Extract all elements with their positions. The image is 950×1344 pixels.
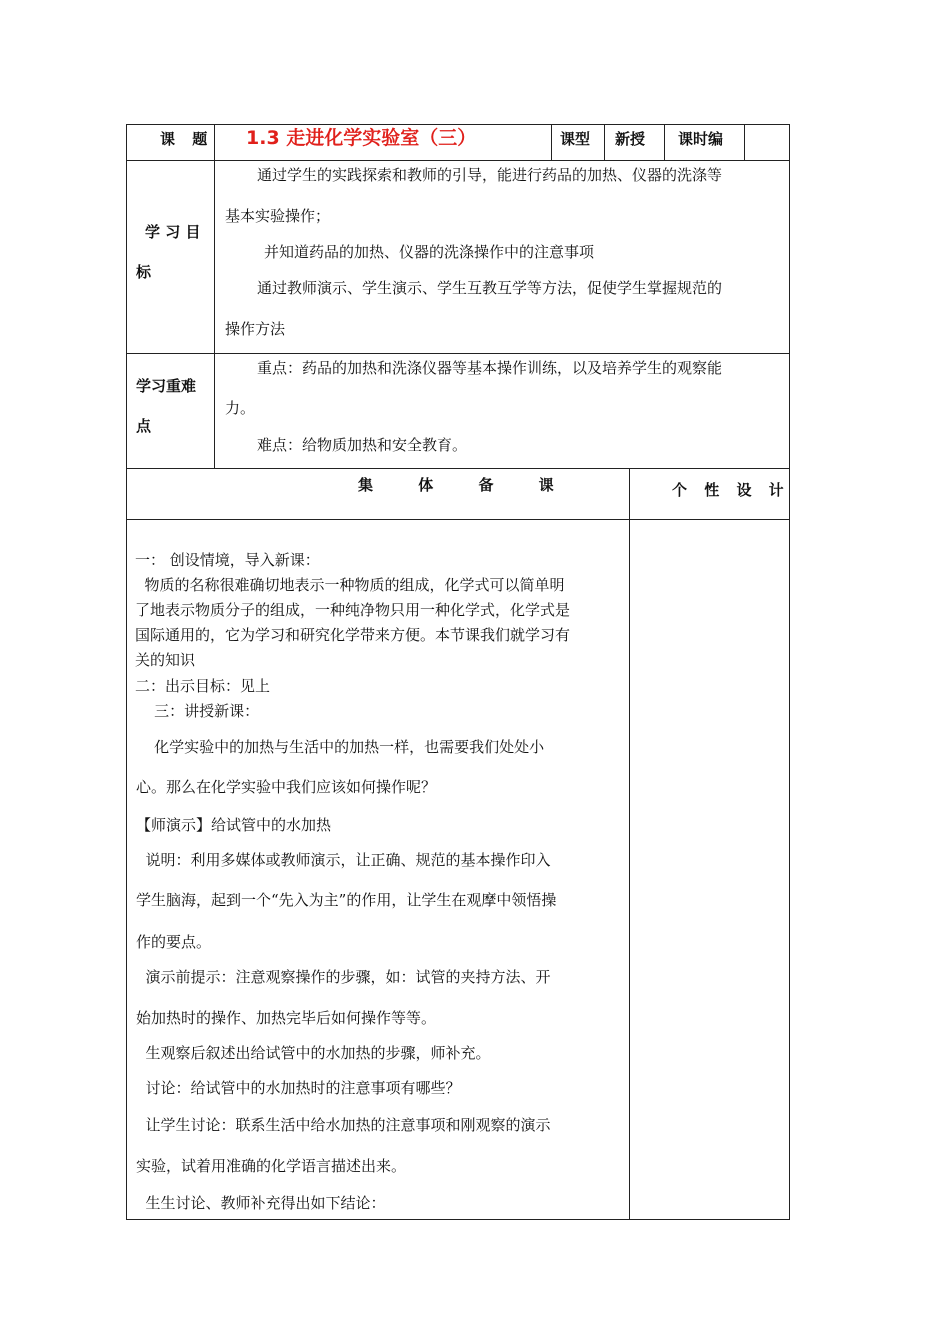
header-divider-type — [551, 124, 552, 161]
header-divider-author-value — [744, 124, 745, 161]
label-topic: 课 题 — [160, 130, 214, 148]
content-line: 生生讨论、教师补充得出如下结论： — [136, 1194, 386, 1212]
content-line: 演示前提示：注意观察操作的步骤，如：试管的夹持方法、开 — [136, 968, 551, 986]
label-objectives-line1: 学 习 目 — [145, 223, 201, 241]
page-title: 1.3 走进化学实验室（三） — [246, 127, 477, 149]
content-line: 学生脑海，起到一个“先入为主”的作用，让学生在观摩中领悟操 — [136, 891, 557, 909]
content-line: 了地表示物质分子的组成，一种纯净物只用一种化学式，化学式是 — [135, 601, 571, 619]
content-line: 【师演示】给试管中的水加热 — [136, 816, 332, 834]
content-line: 国际通用的，它为学习和研究化学带来方便。本节课我们就学习有 — [135, 626, 571, 644]
label-keypoints-line1: 学习重难 — [136, 377, 197, 395]
label-keypoints-line2: 点 — [136, 417, 152, 435]
content-line: 三：讲授新课： — [135, 702, 260, 720]
table-border-top — [126, 124, 790, 125]
content-line: 心。那么在化学实验中我们应该如何操作呢？ — [136, 778, 437, 796]
content-line: 物质的名称很难确切地表示一种物质的组成，化学式可以简单明 — [135, 576, 565, 594]
keypoint-line: 重点：药品的加热和洗涤仪器等基本操作训练，以及培养学生的观察能 — [257, 359, 723, 377]
table-rule-after-section-header — [126, 519, 790, 520]
table-border-bottom — [126, 1219, 790, 1220]
personal-design-divider — [629, 468, 630, 1220]
objective-line: 通过教师演示、学生演示、学生互教互学等方法，促使学生掌握规范的 — [257, 279, 723, 297]
content-line: 关的知识 — [135, 651, 196, 669]
header-divider-type-value — [604, 124, 605, 161]
keypoint-line: 难点：给物质加热和安全教育。 — [257, 436, 468, 454]
content-line: 说明：利用多媒体或教师演示，让正确、规范的基本操作印入 — [136, 851, 551, 869]
content-line: 一： 创设情境，导入新课： — [135, 551, 320, 569]
table-rule-after-objectives — [126, 353, 790, 354]
lesson-type-value: 新授 — [615, 130, 646, 148]
content-line: 作的要点。 — [136, 933, 212, 951]
label-author: 课时编 — [678, 130, 724, 148]
label-objectives-line2: 标 — [136, 263, 152, 281]
content-line: 生观察后叙述出给试管中的水加热的步骤，师补充。 — [136, 1044, 491, 1062]
label-column-divider — [214, 124, 215, 469]
content-line: 讨论：给试管中的水加热时的注意事项有哪些？ — [136, 1079, 461, 1097]
objective-line: 操作方法 — [225, 320, 286, 338]
content-line: 实验，试着用准确的化学语言描述出来。 — [136, 1157, 407, 1175]
table-rule-after-keypoints — [126, 468, 790, 469]
table-rule-after-header — [126, 160, 790, 161]
objective-line: 通过学生的实践探索和教师的引导，能进行药品的加热、仪器的洗涤等 — [257, 166, 723, 184]
content-line: 二：出示目标：见上 — [135, 677, 271, 695]
section-personal-design: 个 性 设 计 — [672, 481, 790, 499]
table-border-left — [126, 124, 127, 1220]
section-group-prep: 集 体 备 课 — [358, 476, 574, 494]
header-divider-author — [664, 124, 665, 161]
objective-line: 基本实验操作； — [225, 207, 331, 225]
keypoint-line: 力。 — [225, 399, 256, 417]
table-border-right — [789, 124, 790, 1220]
content-line: 化学实验中的加热与生活中的加热一样，也需要我们处处小 — [135, 738, 545, 756]
objective-line: 并知道药品的加热、仪器的洗涤操作中的注意事项 — [264, 243, 595, 261]
content-line: 始加热时的操作、加热完毕后如何操作等等。 — [136, 1009, 437, 1027]
label-lesson-type: 课型 — [560, 130, 591, 148]
content-line: 让学生讨论：联系生活中给水加热的注意事项和刚观察的演示 — [136, 1116, 551, 1134]
